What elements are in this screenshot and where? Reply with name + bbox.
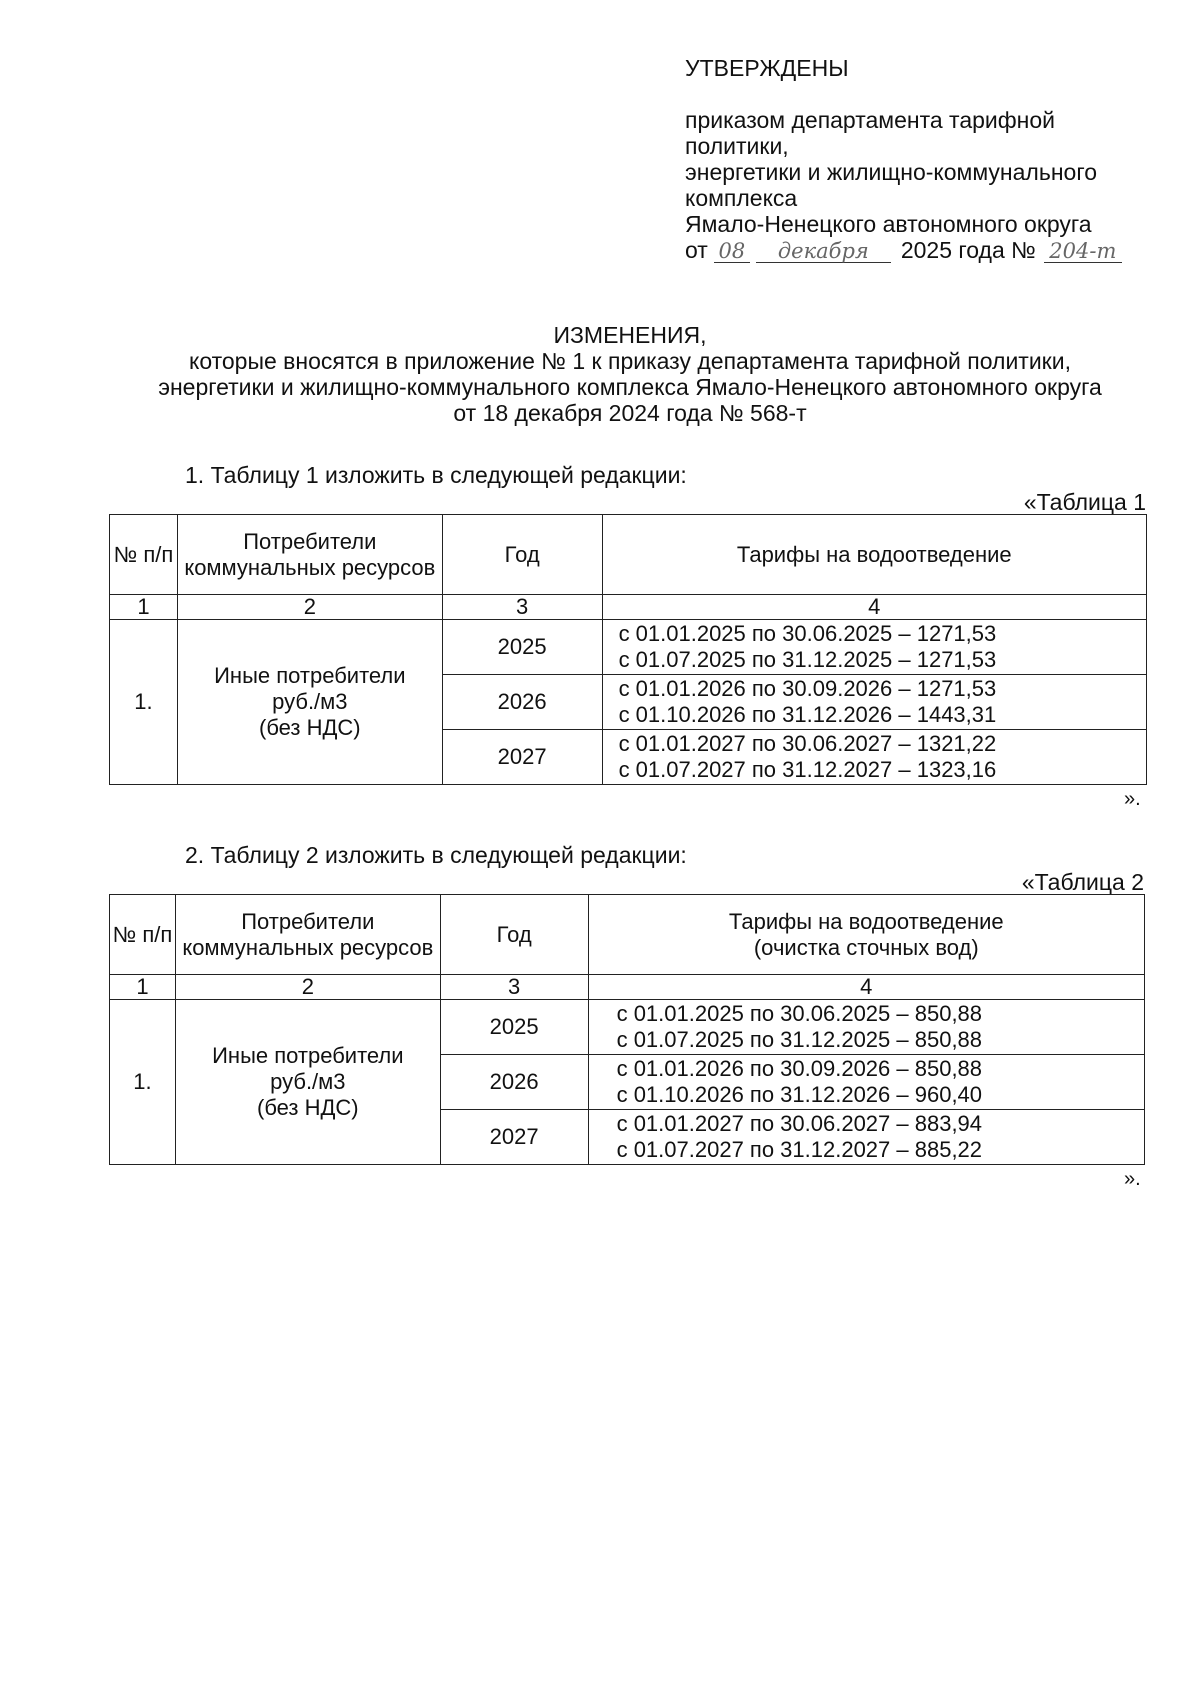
consumer-cell	[175, 1000, 440, 1165]
index-cell: 3	[442, 595, 602, 620]
table-index-row	[110, 595, 1147, 620]
year-cell: 2025	[442, 620, 602, 675]
year-cell: 2027	[442, 730, 602, 785]
header-year: Год	[440, 895, 588, 975]
approval-title: УТВЕРЖДЕНЫ	[685, 55, 849, 81]
table-row	[110, 620, 1147, 675]
rate-line: с 01.07.2027 по 31.12.2027 – 885,22	[616, 1137, 983, 1162]
handwritten-month: декабря	[756, 240, 891, 263]
heading-line: от 18 декабря 2024 года № 568-т	[453, 400, 807, 426]
section1-instruction: 1. Таблицу 1 изложить в следующей редакции:	[185, 462, 687, 488]
section1-end-quote: ».	[1124, 788, 1141, 810]
document-heading	[100, 322, 1160, 426]
handwritten-order-number: 204-т	[1044, 240, 1122, 263]
approval-line: комплекса	[685, 185, 798, 211]
table-index-row	[110, 975, 1145, 1000]
tariff-table-1	[109, 514, 1147, 785]
index-cell: 1	[110, 595, 178, 620]
table-header-row	[110, 895, 1145, 975]
header-tariff-line: (очистка сточных вод)	[753, 934, 979, 960]
from-label: от	[685, 237, 708, 263]
index-cell: 2	[177, 595, 442, 620]
index-cell: 4	[588, 975, 1144, 1000]
rate-line: с 01.07.2025 по 31.12.2025 – 850,88	[616, 1027, 983, 1052]
rate-line: с 01.01.2026 по 30.09.2026 – 850,88	[616, 1056, 983, 1081]
consumer-line: Иные потребители	[214, 663, 406, 688]
row-num: 1.	[110, 620, 178, 785]
heading-line: энергетики и жилищно-коммунального комплекса Ямало-Ненецкого автономного округа	[158, 374, 1102, 400]
rate-cell	[588, 1055, 1144, 1110]
consumer-note: (без НДС)	[257, 1095, 359, 1120]
heading-line: которые вносятся в приложение № 1 к приказу департамента тарифной политики,	[189, 348, 1071, 374]
approval-line: политики,	[685, 133, 789, 159]
header-num: № п/п	[110, 895, 176, 975]
year-text: 2025 года №	[900, 237, 1036, 263]
handwritten-day: 08	[714, 240, 750, 263]
index-cell: 4	[602, 595, 1146, 620]
rate-line: с 01.01.2025 по 30.06.2025 – 850,88	[616, 1001, 983, 1026]
index-cell: 1	[110, 975, 176, 1000]
year-cell: 2025	[440, 1000, 588, 1055]
header-tariff	[588, 895, 1144, 975]
rate-line: с 01.07.2027 по 31.12.2027 – 1323,16	[618, 757, 997, 782]
approval-date-row	[685, 237, 1155, 263]
rate-cell	[588, 1000, 1144, 1055]
approval-line: Ямало-Ненецкого автономного округа	[685, 211, 1092, 237]
index-cell: 3	[440, 975, 588, 1000]
approval-line: энергетики и жилищно-коммунального	[685, 159, 1097, 185]
header-tariff-line: Тарифы на водоотведение	[728, 908, 1004, 934]
consumer-cell	[177, 620, 442, 785]
consumer-unit: руб./м3	[272, 689, 348, 714]
heading-title: ИЗМЕНЕНИЯ,	[553, 322, 707, 348]
table-header-row	[110, 515, 1147, 595]
rate-line: с 01.10.2026 по 31.12.2026 – 960,40	[616, 1082, 983, 1107]
rate-line: с 01.01.2025 по 30.06.2025 – 1271,53	[618, 621, 997, 646]
year-cell: 2026	[442, 675, 602, 730]
rate-line: с 01.07.2025 по 31.12.2025 – 1271,53	[618, 647, 997, 672]
rate-line: с 01.01.2027 по 30.06.2027 – 1321,22	[618, 731, 997, 756]
consumer-unit: руб./м3	[270, 1069, 346, 1094]
rate-cell	[602, 675, 1146, 730]
year-cell: 2026	[440, 1055, 588, 1110]
rate-cell	[588, 1110, 1144, 1165]
approval-block	[685, 55, 1155, 263]
year-cell: 2027	[440, 1110, 588, 1165]
consumer-line: Иные потребители	[212, 1043, 404, 1068]
rate-line: с 01.10.2026 по 31.12.2026 – 1443,31	[618, 702, 997, 727]
section2-instruction: 2. Таблицу 2 изложить в следующей редакции:	[185, 842, 687, 868]
section2-caption: «Таблица 2	[1021, 869, 1144, 895]
row-num: 1.	[110, 1000, 176, 1165]
consumer-note: (без НДС)	[259, 715, 361, 740]
header-consumers: Потребители коммунальных ресурсов	[175, 895, 440, 975]
header-num: № п/п	[110, 515, 178, 595]
rate-cell	[602, 730, 1146, 785]
header-tariff: Тарифы на водоотведение	[602, 515, 1146, 595]
approval-line: приказом департамента тарифной	[685, 107, 1056, 133]
table-row	[110, 1000, 1145, 1055]
tariff-table-2	[109, 894, 1145, 1165]
rate-line: с 01.01.2026 по 30.09.2026 – 1271,53	[618, 676, 997, 701]
rate-cell	[602, 620, 1146, 675]
section2-end-quote: ».	[1124, 1168, 1141, 1190]
index-cell: 2	[175, 975, 440, 1000]
section1-caption: «Таблица 1	[1023, 489, 1146, 515]
header-consumers: Потребители коммунальных ресурсов	[177, 515, 442, 595]
header-year: Год	[442, 515, 602, 595]
rate-line: с 01.01.2027 по 30.06.2027 – 883,94	[616, 1111, 983, 1136]
